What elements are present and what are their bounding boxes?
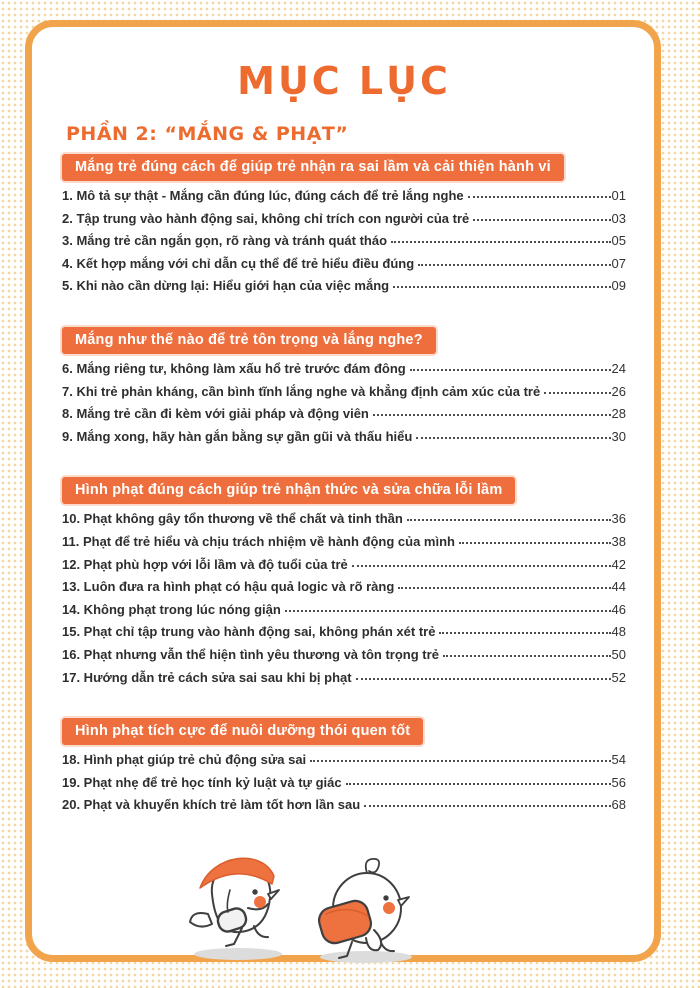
toc-page-number: 05 xyxy=(611,233,626,249)
toc-page-number: 54 xyxy=(611,752,626,768)
illustration-chicks xyxy=(62,842,626,969)
toc-page-number: 26 xyxy=(611,383,626,399)
toc-sections xyxy=(62,154,626,820)
toc-row xyxy=(62,775,626,798)
chick-with-hat xyxy=(190,858,279,946)
toc-section-4 xyxy=(62,718,626,820)
toc-page-number: 38 xyxy=(611,533,626,549)
toc-row xyxy=(62,647,626,670)
chicks-walking-icon xyxy=(160,842,460,964)
toc-page-number: 42 xyxy=(611,556,626,572)
toc-row xyxy=(62,278,626,301)
toc-row xyxy=(62,406,626,429)
chick1-shadow xyxy=(194,948,282,960)
section-header: Mắng trẻ đúng cách để giúp trẻ nhận ra sai lầm và cải thiện hành vi xyxy=(62,154,564,181)
toc-row xyxy=(62,361,626,384)
toc-row xyxy=(62,624,626,647)
toc-item-title: 9. Mắng xong, hãy hàn gắn bằng sự gần gũi và thấu hiểu xyxy=(62,428,413,444)
toc-item-title: 10. Phạt không gây tổn thương về thể chất và tinh thần xyxy=(62,511,403,527)
dotted-leader xyxy=(398,587,610,589)
dotted-leader xyxy=(439,632,610,634)
toc-page-number: 46 xyxy=(611,601,626,617)
section-header: Hình phạt tích cực để nuôi dưỡng thói quen tốt xyxy=(62,718,423,745)
toc-row xyxy=(62,797,626,820)
toc-row xyxy=(62,752,626,775)
dotted-leader xyxy=(373,414,611,416)
dotted-leader xyxy=(418,264,610,266)
toc-row xyxy=(62,211,626,234)
dotted-leader xyxy=(393,286,610,288)
dotted-leader xyxy=(310,760,610,762)
dotted-leader xyxy=(443,655,611,657)
chick1-cheek xyxy=(254,896,266,908)
chick2-cheek xyxy=(383,902,395,914)
dotted-leader xyxy=(346,783,611,785)
chick2-eye xyxy=(383,895,388,900)
dotted-leader xyxy=(544,392,610,394)
toc-row xyxy=(62,579,626,602)
toc-page-number: 30 xyxy=(611,428,626,444)
toc-page-number: 24 xyxy=(611,360,626,376)
toc-card xyxy=(25,20,661,962)
toc-page-number: 48 xyxy=(611,624,626,640)
part-label: PHẦN 2: “MẮNG & PHẠT” xyxy=(66,123,349,145)
dotted-leader xyxy=(473,219,610,221)
toc-row xyxy=(62,233,626,256)
toc-item-title: 15. Phạt chỉ tập trung vào hành động sai, không phán xét trẻ xyxy=(62,624,436,640)
dotted-leader xyxy=(459,542,611,544)
toc-page-number: 09 xyxy=(611,278,626,294)
toc-row xyxy=(62,188,626,211)
toc-item-title: 2. Tập trung vào hành động sai, không chỉ trích con người của trẻ xyxy=(62,210,470,226)
toc-page-number: 28 xyxy=(611,406,626,422)
dotted-leader xyxy=(416,437,610,439)
toc-row xyxy=(62,511,626,534)
toc-row xyxy=(62,429,626,452)
dotted-leader xyxy=(468,196,611,198)
toc-page-number: 03 xyxy=(611,210,626,226)
toc-item-title: 20. Phạt và khuyến khích trẻ làm tốt hơn lần sau xyxy=(62,797,361,813)
section-header: Mắng như thế nào để trẻ tôn trọng và lắng nghe? xyxy=(62,327,436,354)
chick-with-backpack xyxy=(316,859,409,958)
toc-row xyxy=(62,256,626,279)
toc-item-title: 5. Khi nào cần dừng lại: Hiểu giới hạn của việc mắng xyxy=(62,278,390,294)
toc-page-number: 68 xyxy=(611,797,626,813)
head-curl xyxy=(366,859,379,873)
toc-row xyxy=(62,602,626,625)
toc-item-title: 14. Không phạt trong lúc nóng giận xyxy=(62,601,281,617)
toc-row xyxy=(62,670,626,693)
toc-page-number: 56 xyxy=(611,774,626,790)
toc-item-title: 3. Mắng trẻ cần ngắn gọn, rõ ràng và tránh quát tháo xyxy=(62,233,388,249)
dotted-leader xyxy=(407,519,611,521)
toc-item-title: 4. Kết hợp mắng với chỉ dẫn cụ thể để trẻ hiểu điều đúng xyxy=(62,255,415,271)
toc-item-title: 1. Mô tả sự thật - Mắng cần đúng lúc, đúng cách để trẻ lắng nghe xyxy=(62,188,464,203)
toc-row xyxy=(62,557,626,580)
dotted-leader xyxy=(391,241,610,243)
toc-section-3 xyxy=(62,477,626,692)
toc-section-2 xyxy=(62,327,626,451)
toc-item-title: 6. Mắng riêng tư, không làm xấu hổ trẻ trước đám đông xyxy=(62,360,406,376)
toc-page-number: 52 xyxy=(611,669,626,685)
toc-item-title: 11. Phạt để trẻ hiểu và chịu trách nhiệm về hành động của mình xyxy=(62,533,455,549)
dotted-leader xyxy=(410,369,611,371)
section-header: Hình phạt đúng cách giúp trẻ nhận thức và sửa chữa lỗi lầm xyxy=(62,477,515,504)
toc-item-title: 7. Khi trẻ phản kháng, cần bình tĩnh lắng nghe và khẳng định cảm xúc của trẻ xyxy=(62,383,541,399)
dotted-leader xyxy=(364,805,610,807)
toc-page-number: 07 xyxy=(611,255,626,271)
toc-page-number: 01 xyxy=(611,188,626,203)
toc-row xyxy=(62,534,626,557)
toc-item-title: 19. Phạt nhẹ để trẻ học tính kỷ luật và tự giác xyxy=(62,774,342,790)
toc-row xyxy=(62,384,626,407)
toc-item-title: 13. Luôn đưa ra hình phạt có hậu quả logic và rõ ràng xyxy=(62,579,395,595)
toc-item-title: 16. Phạt nhưng vẫn thể hiện tình yêu thương và tôn trọng trẻ xyxy=(62,646,439,662)
toc-section-1 xyxy=(62,154,626,301)
dotted-leader xyxy=(285,610,611,612)
toc-page-number: 36 xyxy=(611,511,626,527)
dotted-leader xyxy=(352,565,611,567)
dotted-leader xyxy=(356,678,611,680)
toc-page-number: 50 xyxy=(611,646,626,662)
toc-page-number: 44 xyxy=(611,579,626,595)
toc-item-title: 17. Hướng dẫn trẻ cách sửa sai sau khi bị phạt xyxy=(62,669,352,685)
toc-item-title: 18. Hình phạt giúp trẻ chủ động sửa sai xyxy=(62,752,307,768)
page-title: MỤC LỤC xyxy=(237,59,451,103)
toc-item-title: 12. Phạt phù hợp với lỗi lầm và độ tuổi của trẻ xyxy=(62,556,348,572)
toc-item-title: 8. Mắng trẻ cần đi kèm với giải pháp và động viên xyxy=(62,406,369,422)
chick1-eye xyxy=(252,889,257,894)
chick2-shadow xyxy=(320,951,412,963)
